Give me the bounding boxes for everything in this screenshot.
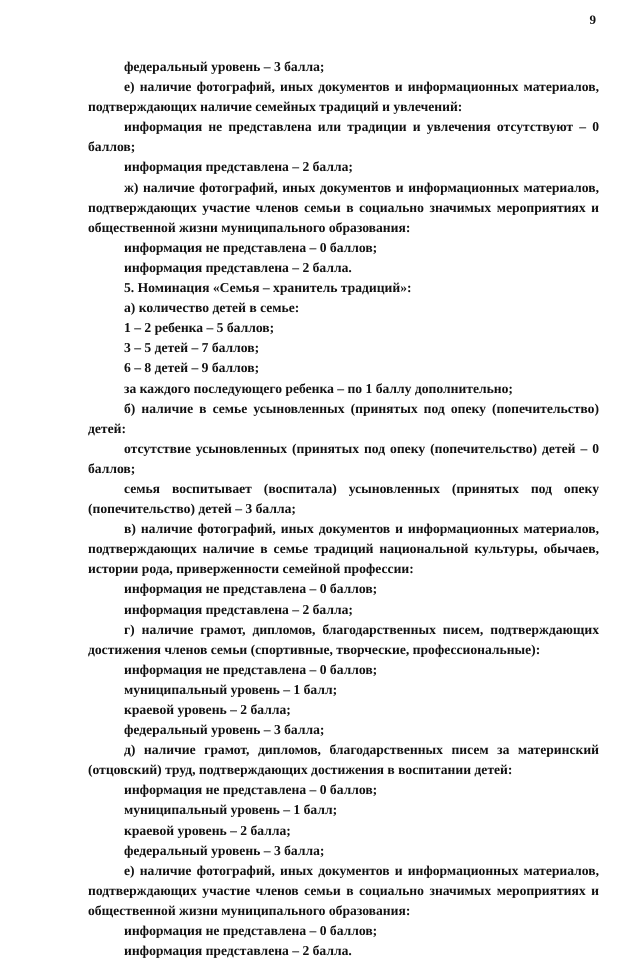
paragraph-nomination-5: 5. Номинация «Семья – хранитель традиций»: — [124, 280, 412, 296]
paragraph-info-absent-0: информация не представлена или традиции и увлечения отсутствуют – 0 баллов; — [88, 119, 599, 155]
paragraph-item-b-adopted: б) наличие в семье усыновленных (принятых под опеку (попечительство) детей: — [88, 400, 599, 436]
paragraph-regional-level-2: краевой уровень – 2 балла; — [124, 822, 291, 838]
paragraph-info-absent-0: информация не представлена – 0 баллов; — [124, 782, 378, 798]
paragraph-item-zh-social: ж) наличие фотографий, иных документов и информационных материалов, подтверждающих участие членов семьи в социально значимых мероприятиях и общественной жизни муниципального образования: — [88, 179, 599, 235]
paragraph-federal-level-3: федеральный уровень – 3 балла; — [124, 59, 325, 74]
paragraph-info-present-2: информация представлена – 2 балла; — [124, 159, 353, 175]
paragraph-regional-level-2: краевой уровень – 2 балла; — [124, 702, 291, 717]
paragraph-info-absent-0: информация не представлена – 0 баллов; — [124, 239, 378, 255]
paragraph-children-1-2: 1 – 2 ребенка – 5 баллов; — [124, 320, 275, 336]
paragraph-adopted-absent-0: отсутствие усыновленных (принятых под опеку (попечительство) детей – 0 баллов; — [88, 440, 599, 476]
paragraph-each-next-child: за каждого последующего ребенка – по 1 баллу дополнительно; — [124, 380, 513, 396]
paragraph-info-absent-0: информация не представлена – 0 баллов; — [124, 923, 378, 939]
paragraph-info-present-2: информация представлена – 2 балла. — [124, 943, 352, 959]
paragraph-municipal-level-1: муниципальный уровень – 1 балл; — [124, 802, 338, 818]
paragraph-federal-level-3: федеральный уровень – 3 балла; — [124, 722, 325, 738]
paragraph-info-present-2: информация представлена – 2 балла. — [124, 259, 352, 275]
paragraph-item-v-national: в) наличие фотографий, иных документов и информационных материалов, подтверждающих наличие в семье традиций национальной культуры, обычаев, истории рода, приверженности семейной профессии: — [88, 521, 599, 577]
paragraph-info-absent-0: информация не представлена – 0 баллов; — [124, 661, 378, 677]
paragraph-children-6-8: 6 – 8 детей – 9 баллов; — [124, 360, 260, 376]
paragraph-info-absent-0: информация не представлена – 0 баллов; — [124, 581, 378, 597]
paragraph-municipal-level-1: муниципальный уровень – 1 балл; — [124, 681, 338, 697]
paragraph-children-3-5: 3 – 5 детей – 7 баллов; — [124, 340, 260, 356]
page-number: 9 — [589, 12, 596, 27]
paragraph-item-d-parental: д) наличие грамот, дипломов, благодарственных писем за материнский (отцовский) труд, подтверждающих достижения в воспитании детей: — [88, 742, 599, 778]
document-body — [88, 57, 599, 961]
paragraph-federal-level-3: федеральный уровень – 3 балла; — [124, 842, 325, 858]
paragraph-item-a-children: а) количество детей в семье: — [124, 300, 300, 316]
paragraph-adopted-present-3: семья воспитывает (воспитала) усыновленных (принятых под опеку (попечительство) детей – 3 балла; — [88, 480, 599, 517]
paragraph-item-g-awards: г) наличие грамот, дипломов, благодарственных писем, подтверждающих достижения членов семьи (спортивные, творческие, профессиональные): — [88, 621, 599, 657]
paragraph-item-e-social: е) наличие фотографий, иных документов и информационных материалов, подтверждающих участие членов семьи в социально значимых мероприятиях и общественной жизни муниципального образования: — [88, 862, 599, 918]
paragraph-info-present-2: информация представлена – 2 балла; — [124, 601, 353, 617]
paragraph-item-e-traditions: е) наличие фотографий, иных документов и информационных материалов, подтверждающих наличие семейных традиций и увлечений: — [88, 79, 599, 115]
